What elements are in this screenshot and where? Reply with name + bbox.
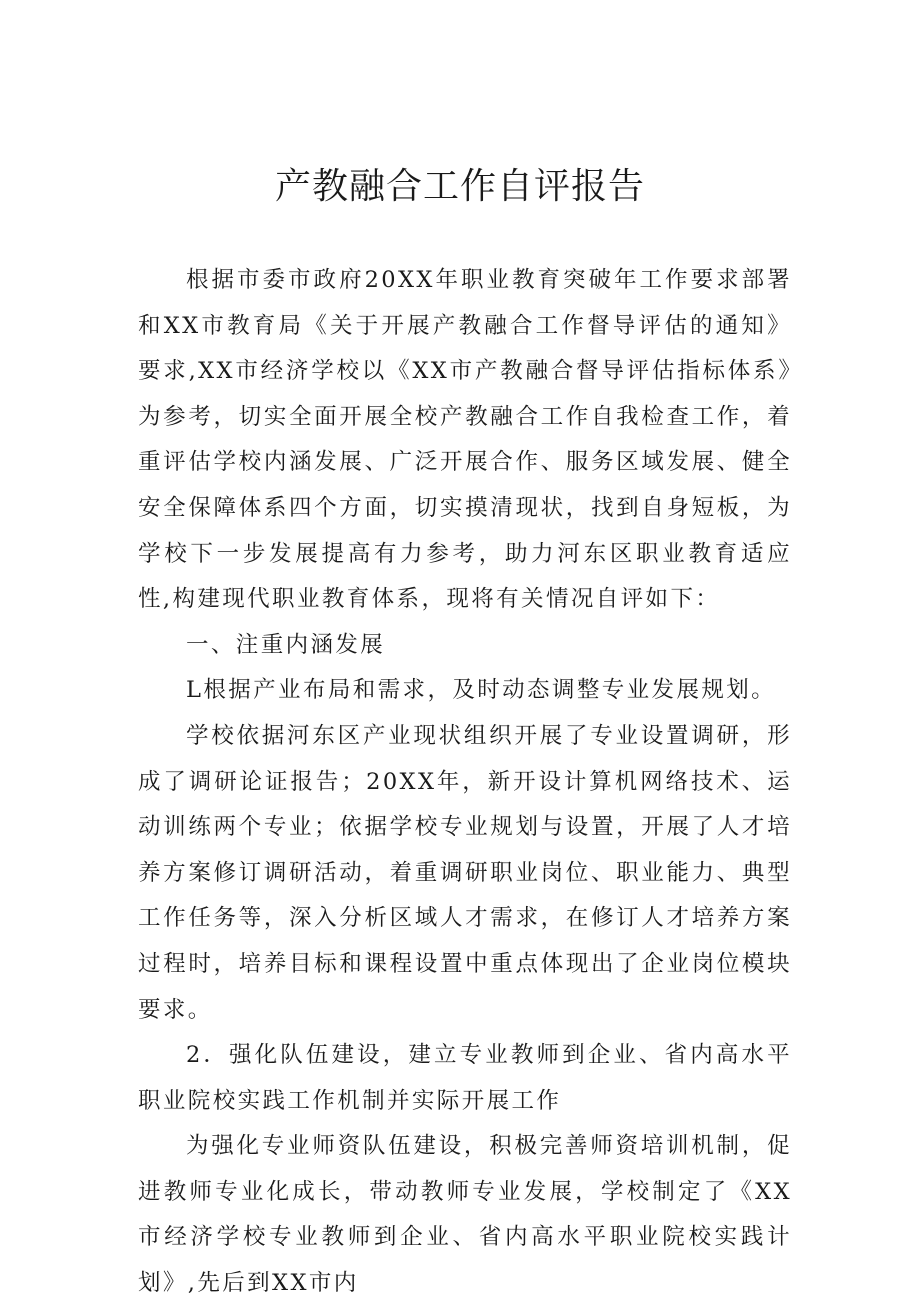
- intro-paragraph: 根据市委市政府20XX年职业教育突破年工作要求部署和XX市教育局《关于开展产教融合工作督导评估的通知》要求,XX市经济学校以《XX市产教融合督导评估指标体系》为参考，切实全面开展全校产教融合工作自我检查工作，着重评估学校内涵发展、广泛开展合作、服务区域发展、健全安全保障体系四个方面，切实摸清现状，找到自身短板，为学校下一步发展提高有力参考，助力河东区职业教育适应性,构建现代职业教育体系，现将有关情况自评如下：: [138, 267, 792, 613]
- subsection-1-paragraph: 学校依据河东区产业现状组织开展了专业设置调研，形成了调研论证报告；20XX年，新开设计算机网络技术、运动训练两个专业；依据学校专业规划与设置，开展了人才培养方案修订调研活动，着重调研职业岗位、职业能力、典型工作任务等，深入分析区域人才需求，在修订人才培养方案过程时，培养目标和课程设置中重点体现出了企业岗位模块要求。: [138, 722, 792, 1023]
- document-body: [138, 258, 792, 1307]
- section-heading-1: 一、注重内涵发展: [186, 631, 386, 658]
- subsection-heading-2: 2．强化队伍建设，建立专业教师到企业、省内高水平职业院校实践工作机制并实际开展工作: [138, 1042, 792, 1114]
- subsection-2-paragraph: 为强化专业师资队伍建设，积极完善师资培训机制，促进教师专业化成长，带动教师专业发展，学校制定了《XX市经济学校专业教师到企业、省内高水平职业院校实践计划》,先后到XX市内: [138, 1133, 792, 1297]
- document-title: 产教融合工作自评报告: [274, 166, 645, 207]
- subsection-heading-1: L根据产业布局和需求，及时动态调整专业发展规划。: [186, 677, 777, 704]
